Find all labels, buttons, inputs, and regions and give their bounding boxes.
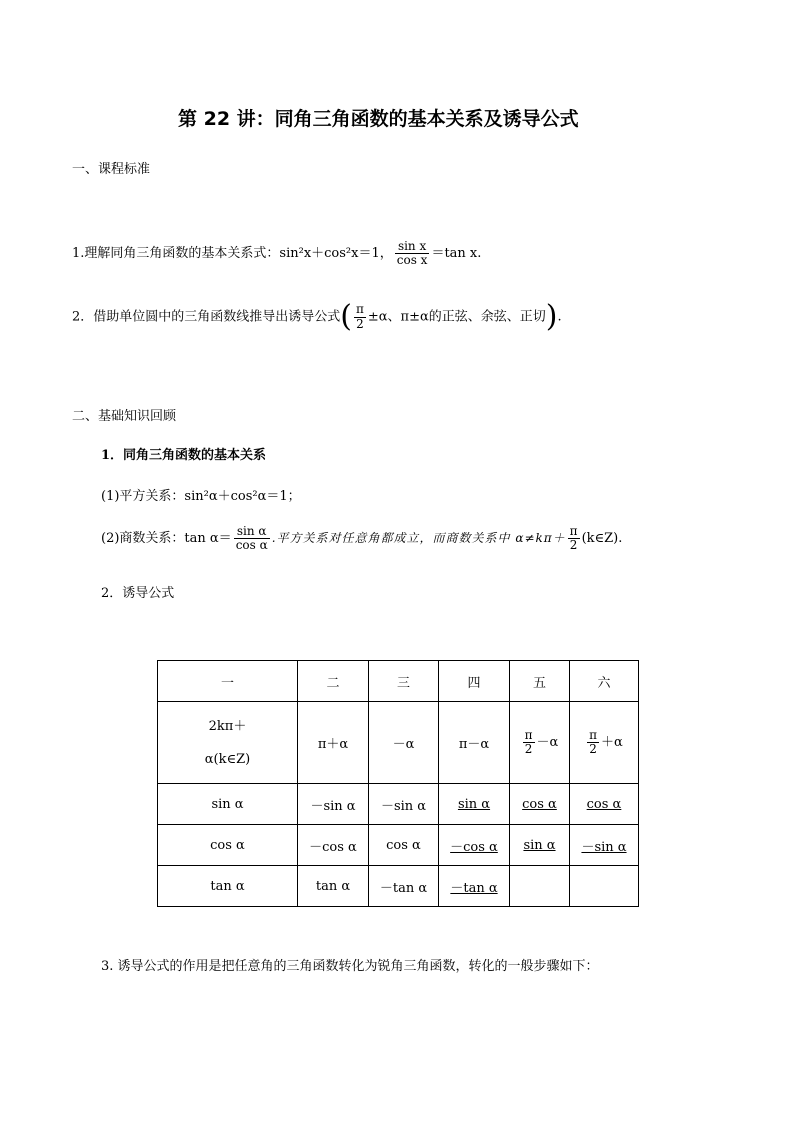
quotient-relation xyxy=(101,525,622,552)
table-header-row xyxy=(158,661,639,702)
table-cell xyxy=(570,702,639,784)
angle-2kpi: 2kπ＋ xyxy=(208,718,247,734)
left-paren: ( xyxy=(340,299,352,334)
fraction-denominator: 2 xyxy=(589,742,597,756)
table-cell: tan α xyxy=(158,866,298,907)
table-cell: －sin α xyxy=(570,825,639,866)
table-cell: tan α xyxy=(298,866,369,907)
angle-tail: ＋α xyxy=(601,735,623,750)
table-cell xyxy=(158,702,298,784)
fraction-denominator: 2 xyxy=(569,538,578,553)
table-cell: －cos α xyxy=(298,825,369,866)
table-cell: sin α xyxy=(158,784,298,825)
fraction-sin-cos xyxy=(234,525,270,552)
angle-tail: －α xyxy=(536,735,559,750)
table-header-cell: 六 xyxy=(570,661,639,702)
standard-item-1 xyxy=(72,240,481,267)
fraction-numerator: π xyxy=(589,727,598,742)
right-paren: ) xyxy=(545,299,558,334)
table-cell xyxy=(510,702,570,784)
standard-item-2-end: . xyxy=(557,309,562,325)
section-heading-basics: 二、基础知识回顾 xyxy=(72,409,177,424)
fraction-pi-over-2 xyxy=(568,525,580,552)
table-header-cell: 一 xyxy=(158,661,298,702)
table-cell: sin α xyxy=(439,784,510,825)
fraction-denominator: cos x xyxy=(396,253,428,268)
table-cell: －sin α xyxy=(369,784,439,825)
fraction-numerator: π xyxy=(524,727,533,742)
quotient-note: .平方关系对任意角都成立，而商数关系中 α≠kπ＋ xyxy=(271,531,566,546)
standard-item-1-tail: ＝tan x. xyxy=(431,246,482,262)
fraction-numerator: π xyxy=(356,302,364,317)
standard-item-1-lead: 1.理解同角三角函数的基本关系式： xyxy=(72,246,280,262)
table-cell: －α xyxy=(369,702,439,784)
fraction-numerator: π xyxy=(569,524,578,538)
fraction-denominator: 2 xyxy=(356,316,364,331)
table-cell: cos α xyxy=(158,825,298,866)
section-heading-standards: 一、课程标准 xyxy=(72,162,151,177)
table-header-cell: 二 xyxy=(298,661,369,702)
fraction-pi-over-2 xyxy=(354,303,366,330)
table-cell: sin α xyxy=(510,825,570,866)
reduction-formula-table xyxy=(157,660,639,907)
table-cell: π－α xyxy=(439,702,510,784)
fraction-pi-over-2 xyxy=(523,729,535,756)
quotient-end: (k∈Z). xyxy=(581,531,623,547)
standard-item-2-inner: ±α、π±α的正弦、余弦、正切 xyxy=(367,309,546,325)
subheading-same-angle: 1．同角三角函数的基本关系 xyxy=(101,448,267,463)
table-cell: π＋α xyxy=(298,702,369,784)
fraction-numerator: sin α xyxy=(234,525,270,539)
table-row-sin xyxy=(158,784,639,825)
table-header-cell: 三 xyxy=(369,661,439,702)
quotient-lead: (2)商数关系：tan α＝ xyxy=(101,531,232,547)
fraction-pi-over-2 xyxy=(587,729,599,756)
table-cell: －tan α xyxy=(439,866,510,907)
page-title: 第 22 讲：同角三角函数的基本关系及诱导公式 xyxy=(178,108,579,130)
table-cell: cos α xyxy=(570,784,639,825)
table-row-cos xyxy=(158,825,639,866)
fraction-sinx-cosx xyxy=(395,240,430,267)
table-cell: －tan α xyxy=(369,866,439,907)
step-3-paragraph: 3. 诱导公式的作用是把任意角的三角函数转化为锐角三角函数，转化的一般步骤如下： xyxy=(101,959,599,974)
standard-item-1-formula: sin²x＋cos²x＝1， xyxy=(279,246,393,262)
fraction-numerator: sin x xyxy=(395,240,430,254)
standard-item-2 xyxy=(72,299,562,334)
table-header-cell: 四 xyxy=(439,661,510,702)
standard-item-2-lead: 2．借助单位圆中的三角函数线推导出诱导公式 xyxy=(72,309,341,325)
table-cell: －sin α xyxy=(298,784,369,825)
angle-alpha-k: α(k∈Z) xyxy=(204,751,251,767)
table-header-cell: 五 xyxy=(510,661,570,702)
table-cell: cos α xyxy=(369,825,439,866)
subheading-reduction-formulas: 2．诱导公式 xyxy=(101,586,175,601)
table-cell xyxy=(570,866,639,907)
fraction-denominator: cos α xyxy=(235,538,268,553)
table-cell xyxy=(510,866,570,907)
table-angle-row xyxy=(158,702,639,784)
square-relation: (1)平方关系：sin²α＋cos²α＝1； xyxy=(101,489,301,504)
table-cell: －cos α xyxy=(439,825,510,866)
fraction-denominator: 2 xyxy=(524,742,533,756)
table-cell: cos α xyxy=(510,784,570,825)
table-row-tan xyxy=(158,866,639,907)
